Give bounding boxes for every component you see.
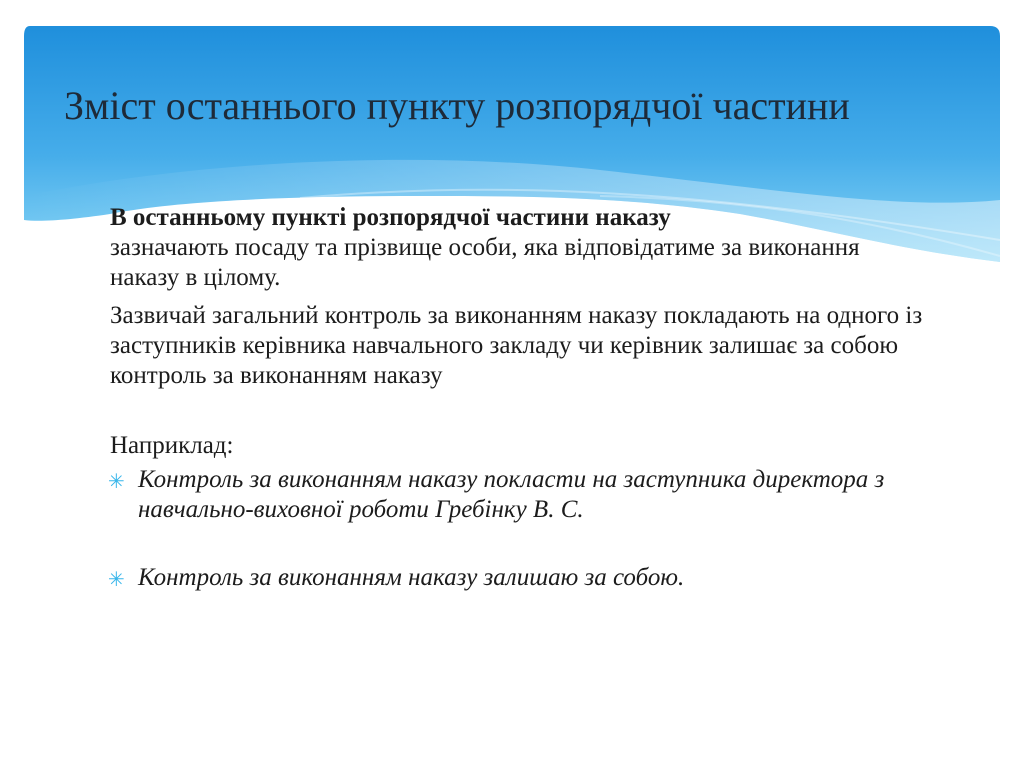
slide-title: Зміст останнього пункту розпорядчої частини	[64, 83, 850, 128]
example-bullet	[110, 465, 930, 525]
paragraph-general-control	[110, 301, 930, 391]
bullet-text: Контроль за виконанням наказу залишаю за собою.	[138, 564, 685, 591]
paragraph-text: Зазвичай загальний контроль за виконанням наказу покладають на одного із заступників керівника навчального закладу чи керівник залишає за собою контроль за виконанням наказу	[110, 302, 923, 389]
example-label: Наприклад:	[110, 432, 234, 459]
paragraph-responsible-person	[110, 203, 930, 293]
paragraph-text: зазначають посаду та прізвище особи, яка відповідатиме за виконання наказу в цілому.	[110, 234, 860, 291]
spacer	[110, 525, 930, 563]
asterisk-bullet-icon: ✳	[108, 567, 125, 591]
spacer	[110, 399, 930, 431]
asterisk-bullet-icon: ✳	[108, 469, 125, 493]
paragraph-bold-lead: В останньому пункті розпорядчої частини наказу	[110, 204, 671, 231]
bullet-text: Контроль за виконанням наказу покласти на заступника директора з навчально-виховної роботи Гребінку В. С.	[138, 466, 885, 523]
slide-body	[110, 203, 930, 593]
example-bullet	[110, 563, 930, 593]
